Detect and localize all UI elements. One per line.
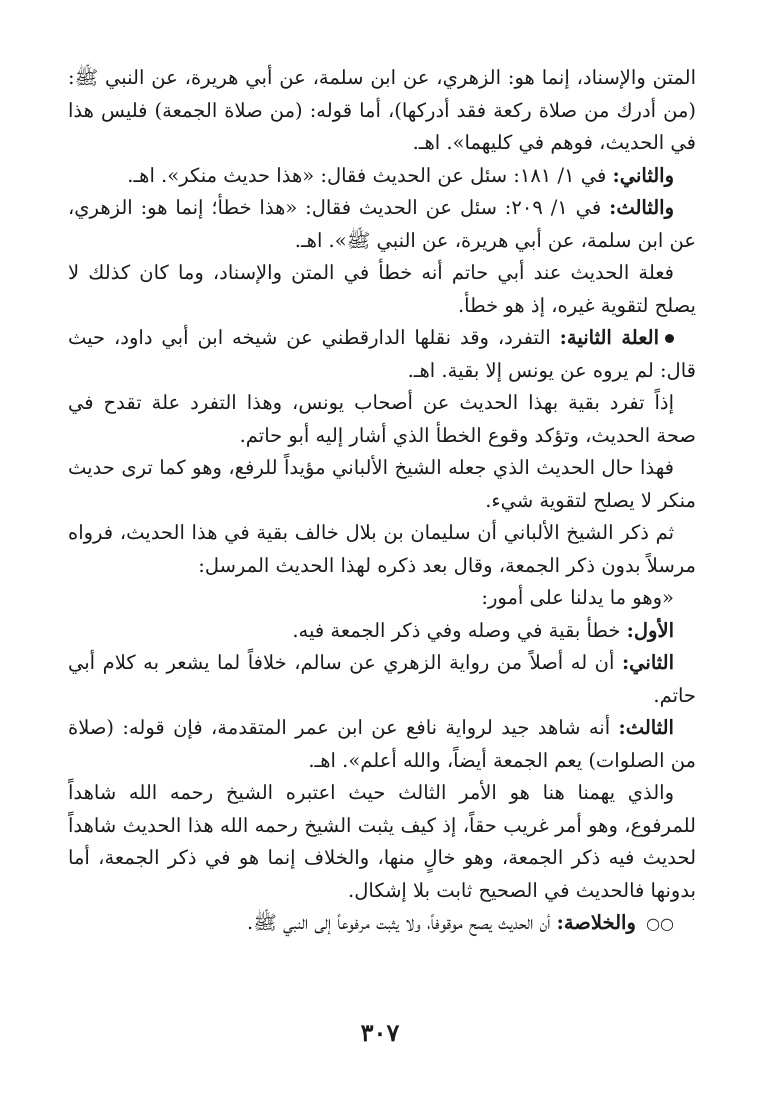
paragraph (68, 452, 696, 517)
text-line: أنه شاهد جيد لرواية نافع عن ابن عمر المتقدمة، فإن قوله: (122, 716, 611, 739)
bullet-icon (665, 334, 674, 343)
text-line: إذاً تفرد بقية بهذا الحديث عن أصحاب يونس، وهذا التفرد علة تقدح في (68, 391, 674, 414)
text-line: أبي حاتم. (68, 651, 696, 707)
text-line: فرواه مرسلاً بدون ذكر الجمعة، وقال بعد ذكره لهذا الحديث المرسل: (68, 521, 696, 577)
text-line: «وهو ما يدلنا على أمور: (481, 586, 674, 609)
label-second-defect: العلة الثانية: (559, 326, 660, 349)
text-line: لحديث فيه ذكر الجمعة، وهو خالٍ منها، والخلاف إنما هو في ذكر الجمعة، (98, 846, 697, 869)
paragraph (68, 160, 696, 193)
text-line: أن له أصلاً من رواية الزهري عن سالم، خلافاً لما يشعر به كلام (102, 651, 615, 674)
text-line: النبي ﷺ: (من أدرك من صلاة ركعة فقد أدركها)، أما قوله: (من صلاة (68, 66, 697, 122)
text-line: في ١/ ١٨١: سئل عن الحديث فقال: «هذا حديث منكر». اهـ. (127, 163, 607, 187)
paragraph (68, 615, 696, 648)
body-text (68, 62, 696, 941)
paragraph (68, 712, 696, 777)
text-line: المتن والإسناد، إنما هو: الزهري، عن ابن سلمة، عن أبي هريرة، عن (151, 66, 696, 89)
text-line: أما بدونها فالحديث في الصحيح ثابت بلا إشكال. (68, 846, 696, 902)
label-third: والثالث: (609, 196, 675, 219)
label-third-item: الثالث: (618, 716, 674, 739)
paragraph (68, 777, 696, 907)
page-number: ٣٠٧ (360, 1018, 400, 1047)
text-line: التفرد، وقد نقلها الدارقطني عن شيخه ابن أبي داود، (114, 326, 551, 349)
paragraph (68, 62, 696, 160)
text-line: ثم ذكر الشيخ الألباني أن سليمان بن بلال خالف بقية في هذا الحديث، (119, 521, 675, 544)
label-first: الأول: (626, 618, 674, 642)
paragraph (68, 322, 696, 387)
paragraph (68, 517, 696, 582)
label-conclusion: والخلاصة: (556, 911, 636, 934)
text-line: في ١/ ٢٠٩: سئل عن الحديث فقال: «هذا خطأ؛ إنما هو: (140, 196, 602, 219)
text-line: للمرفوع، وهو أمر غريب حقاً، إذ كيف يثبت الشيخ رحمه الله هذا الحديث شاهداً (68, 813, 696, 837)
paragraph (68, 192, 696, 257)
text-line: فعلة الحديث عند أبي حاتم أنه خطأ في المتن والإسناد، وما كان كذلك (88, 261, 674, 284)
paragraph (68, 257, 696, 322)
text-line: لا يصلح لتقوية غيره، إذ هو خطأ. (68, 261, 696, 317)
text-line: خطأ بقية في وصله وفي ذكر الجمعة فيه. (292, 618, 621, 642)
paragraph (68, 387, 696, 452)
text-line: حيث قال: لم يروه عن يونس إلا بقية. اهـ. (68, 326, 696, 382)
text-line: صحة الحديث، وتؤكد وقوع الخطأ الذي أشار إليه أبو حاتم. (239, 423, 696, 447)
text-line: (صلاة من الصلوات) يعم الجمعة أيضاً، والله أعلم». اهـ. (68, 716, 696, 772)
text-line: الزهري، عن ابن سلمة، عن أبي هريرة، عن النبي ﷺ». اهـ. (68, 196, 696, 252)
paragraph (68, 647, 696, 712)
text-line: والذي يهمنا هنا هو الأمر الثالث حيث اعتبره الشيخ رحمه الله شاهداً (68, 781, 674, 804)
text-line: الجمعة) فليس هذا في الحديث، فوهم في كليهما». اهـ. (68, 98, 696, 154)
text-line: أن الحديث يصح موقوفاً، ولا يثبت مرفوعاً إلى النبي ﷺ. (247, 911, 551, 934)
text-line: فهذا حال الحديث الذي جعله الشيخ الألباني مؤيداً للرفع، وهو كما ترى (121, 456, 675, 479)
text-line: حديث منكر لا يصلح لتقوية شيء. (68, 456, 696, 512)
paragraph (68, 582, 696, 615)
paragraph (68, 907, 696, 941)
label-second-item: الثاني: (621, 651, 675, 674)
circles-marker-icon: ○○ (646, 914, 674, 933)
label-second: والثاني: (612, 163, 674, 187)
